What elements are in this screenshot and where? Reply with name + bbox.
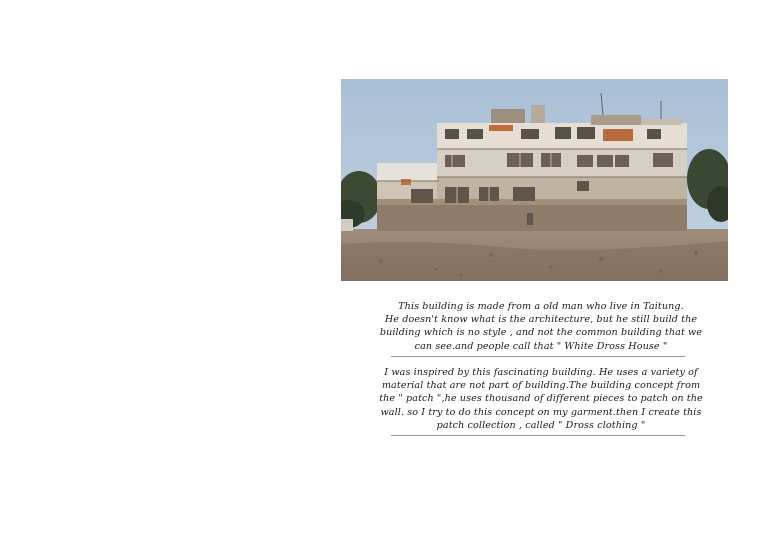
divider-2	[391, 435, 685, 436]
description-paragraph-2	[368, 366, 714, 432]
building-photo	[341, 79, 728, 281]
paragraph-1-line-4: can see.and people call that " White Dross House "	[414, 340, 668, 352]
paragraph-1-line-2: He doesn't know what is the architecture, but he still build the	[384, 314, 698, 326]
paragraph-2-line-1: I was inspired by this fascinating building. He uses a variety of	[384, 367, 698, 378]
paragraph-2-line-2: material that are not part of building.The building concept from	[381, 380, 701, 392]
divider-1	[391, 356, 685, 357]
paragraph-1-line-1: This building is made from a old man who live in Taitung.	[398, 301, 684, 312]
paragraph-2-line-3: the " patch ",he uses thousand of different pieces to patch on the	[379, 393, 703, 405]
paragraph-1-line-3: building which is no style , and not the common building that we	[379, 327, 703, 339]
paragraph-2-line-4: wall. so I try to do this concept on my garment.then I create this	[380, 406, 702, 418]
description-paragraph-1	[368, 300, 714, 353]
paragraph-2-line-5: patch collection , called " Dross clothing "	[436, 419, 646, 431]
